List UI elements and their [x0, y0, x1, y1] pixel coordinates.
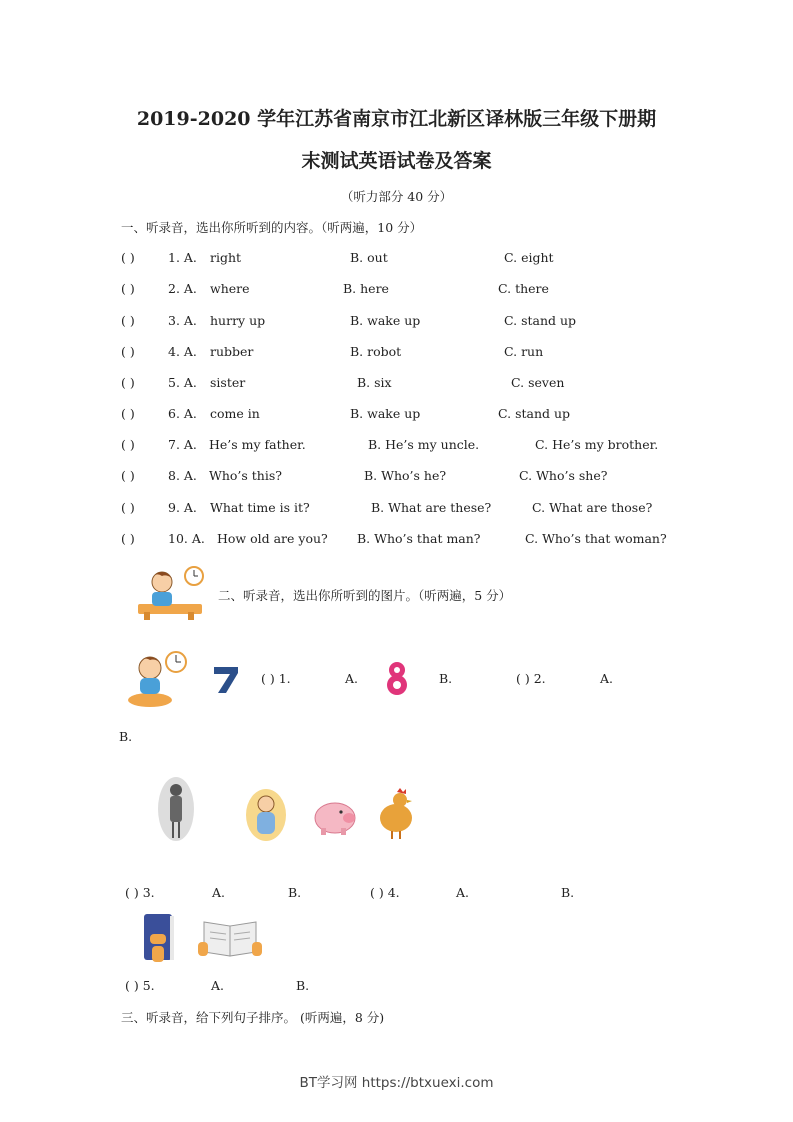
question-number: 10. A.: [168, 531, 205, 546]
answer-paren: ( ): [121, 375, 135, 390]
p2-q5-option-a: A.: [211, 978, 225, 993]
option-a: sister: [210, 375, 246, 390]
option-a: He’s my father.: [209, 437, 306, 452]
p2-q1-option-b: B.: [439, 671, 453, 686]
option-a: right: [210, 250, 242, 265]
option-c: C. there: [498, 281, 549, 296]
p2-q1-option-a: A.: [345, 671, 359, 686]
listening-note: （听力部分 40 分）: [340, 189, 453, 204]
p2-q5-option-b: B.: [296, 978, 310, 993]
option-c: C. stand up: [498, 406, 571, 421]
option-b: B. six: [357, 375, 392, 390]
p2-q2-label: ( ) 2.: [516, 671, 546, 686]
open-book-illustration: [198, 916, 262, 962]
option-c: C. seven: [511, 375, 565, 390]
option-c: C. run: [504, 344, 544, 359]
option-b: B. He’s my uncle.: [368, 437, 480, 452]
answer-paren: ( ): [121, 313, 135, 328]
option-b: B. wake up: [350, 406, 421, 421]
question-number: 6. A.: [168, 406, 197, 421]
option-a: come in: [210, 406, 260, 421]
option-b: B. wake up: [350, 313, 421, 328]
p2-q1-label: ( ) 1.: [261, 671, 291, 686]
option-b: B. here: [343, 281, 389, 296]
question-number: 5. A.: [168, 375, 197, 390]
p2-q2-option-b: B.: [119, 729, 133, 744]
option-a: What time is it?: [210, 500, 310, 515]
site-footer: BT学习网 https://btxuexi.com: [299, 1075, 494, 1091]
option-c: C. What are those?: [532, 500, 653, 515]
p2-q5-label: ( ) 5.: [125, 978, 155, 993]
option-a: hurry up: [210, 313, 266, 328]
question-number: 9. A.: [168, 500, 197, 515]
option-b: B. robot: [350, 344, 402, 359]
hen-illustration: [378, 788, 414, 840]
answer-paren: ( ): [121, 250, 135, 265]
answer-paren: ( ): [121, 344, 135, 359]
option-c: C. Who’s that woman?: [525, 531, 667, 546]
boy-eating-illustration: [128, 648, 190, 708]
option-a: where: [210, 281, 250, 296]
answer-paren: ( ): [121, 437, 135, 452]
p2-q4-option-b: B.: [561, 885, 575, 900]
baby-illustration: [245, 788, 287, 842]
boy-at-table-illustration: [136, 566, 206, 620]
p2-q3-option-b: B.: [288, 885, 302, 900]
part2-heading: 二、听录音，选出你所听到的图片。（听两遍，5 分）: [218, 588, 512, 603]
question-number: 1. A.: [168, 250, 197, 265]
question-number: 8. A.: [168, 468, 197, 483]
question-number: 2. A.: [168, 281, 197, 296]
question-number: 7. A.: [168, 437, 197, 452]
option-b: B. Who’s that man?: [357, 531, 481, 546]
page-title-line2: 末测试英语试卷及答案: [301, 150, 492, 172]
pig-illustration: [313, 796, 359, 836]
answer-paren: ( ): [121, 500, 135, 515]
p2-q4-option-a: A.: [456, 885, 470, 900]
question-number: 3. A.: [168, 313, 197, 328]
page-title-line1: 2019-2020 学年江苏省南京市江北新区译林版三年级下册期: [136, 108, 657, 130]
option-a: How old are you?: [217, 531, 328, 546]
question-number: 4. A.: [168, 344, 197, 359]
p2-q2-option-a: A.: [600, 671, 614, 686]
p2-q3-label: ( ) 3.: [125, 885, 155, 900]
number-eight-icon: [383, 660, 411, 696]
p2-q3-option-a: A.: [212, 885, 226, 900]
answer-paren: ( ): [121, 468, 135, 483]
woman-illustration: [157, 776, 195, 842]
answer-paren: ( ): [121, 531, 135, 546]
part1-heading: 一、听录音，选出你所听到的内容。（听两遍，10 分）: [121, 220, 423, 235]
option-b: B. What are these?: [371, 500, 492, 515]
answer-paren: ( ): [121, 406, 135, 421]
option-c: C. Who’s she?: [519, 468, 608, 483]
number-seven-icon: [212, 663, 240, 695]
answer-paren: ( ): [121, 281, 135, 296]
part3-heading: 三、听录音，给下列句子排序。 (听两遍，8 分): [121, 1010, 385, 1025]
closed-book-illustration: [140, 912, 178, 966]
p2-q4-label: ( ) 4.: [370, 885, 400, 900]
option-a: Who’s this?: [209, 468, 282, 483]
option-c: C. eight: [504, 250, 554, 265]
option-a: rubber: [210, 344, 254, 359]
option-c: C. He’s my brother.: [535, 437, 659, 452]
option-b: B. out: [350, 250, 388, 265]
option-c: C. stand up: [504, 313, 577, 328]
option-b: B. Who’s he?: [364, 468, 447, 483]
